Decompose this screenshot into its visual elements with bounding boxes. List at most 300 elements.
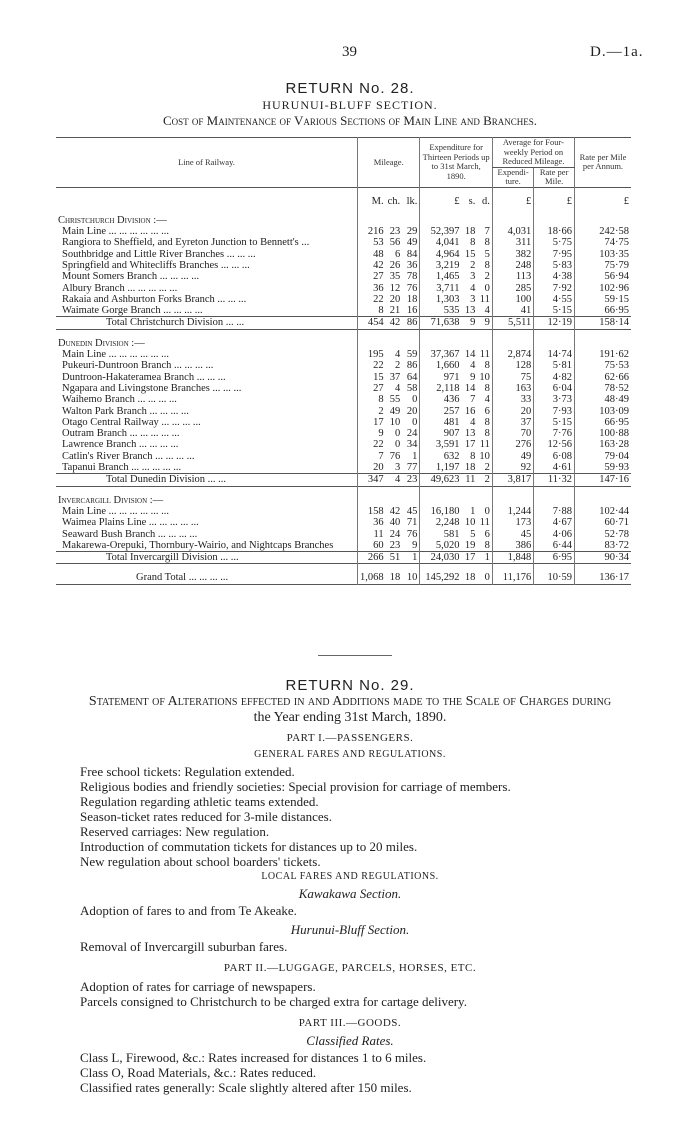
cell-m: 27 <box>358 271 386 282</box>
cell-ae: 1,244 <box>492 506 533 517</box>
cell-ch: 23 <box>389 226 401 238</box>
cell-ar: 14·74 <box>534 349 575 360</box>
cell-ae: 276 <box>492 439 533 450</box>
cell-ch: 51 <box>389 552 401 564</box>
return-29-statement-line1: Statement of Alterations effected in and Additions made to the Scale of Charges during <box>88 694 612 709</box>
cell-d: 2 <box>484 271 490 283</box>
cell-ch: 6 <box>394 248 401 260</box>
cell-lk: 45 <box>406 505 418 517</box>
cell-ae: 75 <box>492 372 533 383</box>
division-total-row <box>56 474 631 486</box>
cell-lk: 18 <box>406 293 418 305</box>
row-label: Pukeuri-Duntroon Branch ... ... ... ... <box>62 360 214 372</box>
cell-s: 13 <box>464 428 476 440</box>
cell-l: 1,197 <box>420 462 462 474</box>
cell-s: 3 <box>470 293 476 305</box>
return-29-statement-line2: the Year ending 31st March, 1890. <box>253 710 447 725</box>
maintenance-table <box>56 137 631 585</box>
cell-lk: 76 <box>406 282 418 294</box>
row-label: Waimate Gorge Branch ... ... ... ... <box>62 305 203 317</box>
table-row <box>56 237 631 248</box>
row-label: Ngapara and Livingstone Branches ... ... ... <box>62 382 242 394</box>
cell-l: 4,041 <box>420 237 462 248</box>
cell-m: 195 <box>358 349 386 360</box>
cell-ae: 4,031 <box>492 226 533 237</box>
cell-s: 4 <box>470 282 476 294</box>
cell-ar: 4·61 <box>534 462 575 474</box>
table-row <box>56 540 631 552</box>
cell-ar: 5·81 <box>534 360 575 371</box>
cell-d: 10 <box>479 371 490 383</box>
table-row <box>56 294 631 305</box>
cell-lk: 29 <box>406 226 418 238</box>
cell-ch: 12 <box>389 282 401 294</box>
row-label: Rakaia and Ashburton Forks Branch ... ... ... <box>62 293 247 305</box>
cell-ar: 4·82 <box>534 372 575 383</box>
table-row <box>56 360 631 371</box>
cell-ae: 382 <box>492 249 533 260</box>
cell-lk: 16 <box>406 305 418 317</box>
cell-l: 37,367 <box>420 349 462 360</box>
cell-m: 11 <box>358 529 386 540</box>
part-3-item: Class O, Road Materials, &c.: Rates reduced. <box>80 1065 317 1080</box>
row-label: Total Dunedin Division ... ... <box>106 474 227 486</box>
cell-ar: 5·83 <box>534 260 575 271</box>
cell-ra: 163·28 <box>575 439 632 450</box>
cell-ra: 100·88 <box>575 428 632 439</box>
cell-d: 1 <box>484 552 490 564</box>
kawakawa-item: Adoption of fares to and from Te Akeake. <box>80 903 297 918</box>
cell-lk: 84 <box>406 248 418 260</box>
cell-m: 53 <box>358 237 386 248</box>
cell-l: 1,465 <box>420 271 462 282</box>
cell-ar: 3·73 <box>534 394 575 405</box>
units-row: M. ch. lk. £ s. d. £ £ £ <box>56 196 631 207</box>
cell-s: 11 <box>465 474 476 486</box>
cell-lk: 71 <box>406 517 418 529</box>
return-29-title: RETURN No. 29. <box>285 677 415 694</box>
cell-s: 18 <box>464 462 476 474</box>
cell-ae: 163 <box>492 383 533 394</box>
cell-s: 18 <box>464 226 476 238</box>
cell-ar: 7·93 <box>534 406 575 417</box>
cell-d: 8 <box>484 416 490 428</box>
row-label: Total Invercargill Division ... ... <box>106 552 239 564</box>
cell-ar: 4·38 <box>534 271 575 282</box>
cell-ch: 24 <box>389 528 401 540</box>
cell-s: 15 <box>464 248 476 260</box>
cell-s: 7 <box>470 394 476 406</box>
cell-ra: 66·95 <box>575 417 632 428</box>
cell-ar: 4·67 <box>534 517 575 528</box>
cell-s: 14 <box>464 382 476 394</box>
cell-ch: 56 <box>389 237 401 249</box>
cell-s: 8 <box>470 237 476 249</box>
cell-ra: 102·96 <box>575 283 632 294</box>
cell-ae: 33 <box>492 394 533 405</box>
cell-l: 907 <box>420 428 462 439</box>
header-expenditure: Expenditure for Thirteen Periods up to 31st March, 1890. <box>420 138 492 188</box>
cell-l: 5,020 <box>420 540 462 552</box>
cell-ae: 49 <box>492 451 533 462</box>
table-row <box>56 506 631 517</box>
cell-ar: 12·19 <box>534 317 575 329</box>
table-row <box>56 305 631 317</box>
cell-ae: 70 <box>492 428 533 439</box>
cell-ch: 23 <box>389 539 401 551</box>
cell-d: 6 <box>484 528 490 540</box>
cell-ra: 52·78 <box>575 529 632 540</box>
cell-m: 347 <box>358 474 386 486</box>
cell-m: 9 <box>358 428 386 439</box>
part-3-item: Classified rates generally: Scale slightly altered after 150 miles. <box>80 1080 412 1095</box>
row-label: Otago Central Railway ... ... ... ... <box>62 416 201 428</box>
cell-ra: 83·72 <box>575 540 632 552</box>
cell-ar: 5·15 <box>534 305 575 317</box>
row-label: Duntroon-Hakateramea Branch ... ... ... <box>62 371 226 383</box>
cell-ch: 2 <box>394 360 401 372</box>
cell-s: 19 <box>464 539 476 551</box>
cell-lk: 36 <box>406 259 418 271</box>
row-label: Albury Branch ... ... ... ... ... <box>62 282 178 294</box>
general-item: Regulation regarding athletic teams extended. <box>80 794 319 809</box>
cell-d: 4 <box>484 305 490 317</box>
cell-ra: 147·16 <box>575 474 632 486</box>
row-label: Tapanui Branch ... ... ... ... ... <box>62 462 182 474</box>
cell-ae: 128 <box>492 360 533 371</box>
cell-lk: 76 <box>406 528 418 540</box>
cell-m: 17 <box>358 417 386 428</box>
cell-ae: 41 <box>492 305 533 317</box>
cell-lk: 86 <box>406 317 418 329</box>
cell-s: 3 <box>470 271 476 283</box>
row-label: Total Christchurch Division ... ... <box>106 317 245 329</box>
cell-ch: 10 <box>389 416 401 428</box>
cell-ae: 311 <box>492 237 533 248</box>
spacer-row <box>56 486 631 495</box>
classified-rates-heading: Classified Rates. <box>306 1033 394 1048</box>
kawakawa-section-heading: Kawakawa Section. <box>298 886 402 901</box>
row-label: Rangiora to Sheffield, and Eyreton Junction to Bennett's ... <box>62 237 310 249</box>
cell-lk: 24 <box>406 428 418 440</box>
row-label: Catlin's River Branch ... ... ... ... <box>62 450 195 462</box>
row-label: Main Line ... ... ... ... ... ... <box>62 226 170 238</box>
cell-d: 7 <box>484 226 490 238</box>
return-28-subtitle: Cost of Maintenance of Various Sections of Main Line and Branches. <box>162 113 538 128</box>
cell-ch: 4 <box>394 474 401 486</box>
header-avg-expenditure: Expendi-ture. <box>492 167 533 187</box>
cell-m: 15 <box>358 372 386 383</box>
cell-d: 8 <box>484 237 490 249</box>
cell-s: 8 <box>470 450 476 462</box>
cell-m: 22 <box>358 439 386 450</box>
cell-ch: 49 <box>389 405 401 417</box>
cell-ra: 242·58 <box>575 226 632 237</box>
cell-ra: 66·95 <box>575 305 632 317</box>
general-item: Season-ticket rates reduced for 3-mile distances. <box>80 809 332 824</box>
cell-ch: 4 <box>394 382 401 394</box>
cell-m: 42 <box>358 260 386 271</box>
header-average: Average for Four-weekly Period on Reduced Mileage. <box>492 138 574 168</box>
row-label: Walton Park Branch ... ... ... ... <box>62 405 189 417</box>
page-number: 39 <box>342 44 357 60</box>
cell-ra: 75·79 <box>575 260 632 271</box>
general-item: Reserved carriages: New regulation. <box>80 824 270 839</box>
cell-l: 481 <box>420 417 462 428</box>
cell-ar: 7·76 <box>534 428 575 439</box>
cell-lk: 1 <box>412 450 418 462</box>
part-3-item: Class L, Firewood, &c.: Rates increased for distances 1 to 6 miles. <box>80 1050 427 1065</box>
cell-d: 2 <box>484 474 490 486</box>
row-label: Outram Branch ... ... ... ... ... <box>62 428 180 440</box>
cell-ch: 18 <box>389 572 401 584</box>
cell-lk: 34 <box>406 439 418 451</box>
cell-s: 9 <box>470 317 476 329</box>
cell-d: 8 <box>484 259 490 271</box>
cell-ch: 3 <box>394 462 401 474</box>
cell-l: 971 <box>420 372 462 383</box>
header-mileage: Mileage. <box>358 138 420 188</box>
cell-lk: 0 <box>412 416 418 428</box>
cell-ar: 18·66 <box>534 226 575 237</box>
cell-d: 0 <box>484 282 490 294</box>
cell-ch: 76 <box>389 450 401 462</box>
spacer-row <box>56 564 631 573</box>
cell-d: 8 <box>484 360 490 372</box>
cell-ar: 7·92 <box>534 283 575 294</box>
cell-ra: 136·17 <box>575 572 632 584</box>
cell-d: 2 <box>484 462 490 474</box>
cell-d: 9 <box>484 317 490 329</box>
row-label: Lawrence Branch ... ... ... ... <box>62 439 179 451</box>
cell-ra: 60·71 <box>575 517 632 528</box>
cell-m: 7 <box>358 451 386 462</box>
division-heading: Dunedin Division :— <box>58 337 145 349</box>
table-row <box>56 349 631 360</box>
part-1-heading: PART I.—PASSENGERS. <box>286 732 414 744</box>
division-heading-row <box>56 215 631 226</box>
cell-lk: 1 <box>412 552 418 564</box>
cell-l: 3,711 <box>420 283 462 294</box>
cell-ar: 6·95 <box>534 552 575 564</box>
cell-lk: 58 <box>406 382 418 394</box>
cell-d: 10 <box>479 450 490 462</box>
header-line: Line of Railway. <box>178 156 235 167</box>
cell-ar: 7·95 <box>534 249 575 260</box>
cell-l: 24,030 <box>420 552 462 564</box>
cell-ra: 78·52 <box>575 383 632 394</box>
general-item: Religious bodies and friendly societies: Special provision for carriage of members. <box>80 779 511 794</box>
cell-d: 0 <box>484 505 490 517</box>
cell-m: 216 <box>358 226 386 237</box>
part-2-item: Parcels consigned to Christchurch to be charged extra for cartage delivery. <box>80 994 467 1009</box>
cell-m: 36 <box>358 283 386 294</box>
cell-lk: 23 <box>406 474 418 486</box>
cell-l: 145,292 <box>420 572 462 584</box>
document-reference: D.—1a. <box>590 44 644 60</box>
cell-ch: 4 <box>394 349 401 361</box>
table-row <box>56 271 631 282</box>
cell-m: 36 <box>358 517 386 528</box>
section-divider <box>318 655 392 656</box>
cell-s: 9 <box>470 371 476 383</box>
row-label: Grand Total ... ... ... ... <box>136 572 229 584</box>
row-label: Mount Somers Branch ... ... ... ... <box>62 271 200 283</box>
division-heading: Invercargill Division :— <box>58 494 164 506</box>
cell-ch: 21 <box>389 305 401 317</box>
cell-ae: 92 <box>492 462 533 474</box>
cell-l: 52,397 <box>420 226 462 237</box>
row-label: Seaward Bush Branch ... ... ... ... <box>62 528 198 540</box>
cell-m: 158 <box>358 506 386 517</box>
cell-ar: 11·32 <box>534 474 575 486</box>
cell-l: 632 <box>420 451 462 462</box>
cell-ch: 35 <box>389 271 401 283</box>
cell-l: 2,248 <box>420 517 462 528</box>
row-label: Southbridge and Little River Branches ... ... ... <box>62 248 256 260</box>
cell-ae: 11,176 <box>492 572 533 584</box>
row-label: Waimea Plains Line ... ... ... ... ... <box>62 517 199 529</box>
cell-l: 1,660 <box>420 360 462 371</box>
row-label: Springfield and Whitecliffs Branches ... ... ... <box>62 259 250 271</box>
cell-ae: 100 <box>492 294 533 305</box>
cell-l: 3,219 <box>420 260 462 271</box>
cell-ar: 4·55 <box>534 294 575 305</box>
row-label: Makarewa-Orepuki, Thornbury-Wairio, and Nightcaps Branches <box>62 539 334 551</box>
cell-lk: 0 <box>412 394 418 406</box>
table-row <box>56 383 631 394</box>
cell-m: 20 <box>358 462 386 474</box>
table-row <box>56 462 631 474</box>
table-row <box>56 394 631 405</box>
cell-ra: 74·75 <box>575 237 632 248</box>
cell-l: 4,964 <box>420 249 462 260</box>
cell-ae: 45 <box>492 529 533 540</box>
table-row <box>56 260 631 271</box>
cell-s: 17 <box>464 552 476 564</box>
table-row <box>56 226 631 237</box>
cell-ae: 37 <box>492 417 533 428</box>
cell-lk: 59 <box>406 349 418 361</box>
cell-s: 1 <box>470 505 476 517</box>
cell-ra: 103·35 <box>575 249 632 260</box>
row-label: Waihemo Branch ... ... ... ... <box>62 394 177 406</box>
cell-ar: 10·59 <box>534 572 575 584</box>
cell-m: 1,068 <box>358 572 386 584</box>
spacer-row <box>56 329 631 338</box>
cell-ae: 285 <box>492 283 533 294</box>
division-heading-row <box>56 338 631 349</box>
part-2-item: Adoption of rates for carriage of newspapers. <box>80 979 316 994</box>
cell-s: 17 <box>464 439 476 451</box>
table-row <box>56 517 631 528</box>
cell-ra: 90·34 <box>575 552 632 564</box>
cell-d: 5 <box>484 248 490 260</box>
division-heading: Christchurch Division :— <box>58 214 167 226</box>
cell-ra: 158·14 <box>575 317 632 329</box>
cell-lk: 64 <box>406 371 418 383</box>
hurunui-section-heading: Hurunui-Bluff Section. <box>290 922 410 937</box>
table-row <box>56 406 631 417</box>
cell-ra: 102·44 <box>575 506 632 517</box>
table-row <box>56 417 631 428</box>
table-row <box>56 283 631 294</box>
part-3-heading: PART III.—GOODS. <box>298 1017 402 1029</box>
cell-l: 1,303 <box>420 294 462 305</box>
cell-ra: 79·04 <box>575 451 632 462</box>
cell-m: 60 <box>358 540 386 552</box>
cell-ra: 56·94 <box>575 271 632 282</box>
cell-ae: 248 <box>492 260 533 271</box>
table-row <box>56 439 631 450</box>
header-rate: Rate per Mile per Annum. <box>575 138 632 188</box>
cell-ae: 113 <box>492 271 533 282</box>
cell-d: 8 <box>484 428 490 440</box>
cell-m: 22 <box>358 294 386 305</box>
return-28-section: HURUNUI-BLUFF SECTION. <box>262 98 438 112</box>
cell-ae: 386 <box>492 540 533 552</box>
cell-ch: 26 <box>389 259 401 271</box>
part-2-heading: PART II.—LUGGAGE, PARCELS, HORSES, ETC. <box>223 962 477 974</box>
cell-lk: 78 <box>406 271 418 283</box>
table-row <box>56 428 631 439</box>
cell-d: 0 <box>484 572 490 584</box>
return-28-title: RETURN No. 28. <box>285 80 415 97</box>
cell-l: 535 <box>420 305 462 317</box>
cell-lk: 20 <box>406 405 418 417</box>
cell-l: 16,180 <box>420 506 462 517</box>
cell-m: 27 <box>358 383 386 394</box>
cell-m: 48 <box>358 249 386 260</box>
cell-s: 18 <box>464 572 476 584</box>
cell-l: 71,638 <box>420 317 462 329</box>
cell-ar: 5·15 <box>534 417 575 428</box>
cell-lk: 9 <box>412 539 418 551</box>
cell-s: 4 <box>470 416 476 428</box>
table-row <box>56 529 631 540</box>
cell-l: 581 <box>420 529 462 540</box>
cell-m: 8 <box>358 394 386 405</box>
spacer-row <box>56 207 631 215</box>
hurunui-item: Removal of Invercargill suburban fares. <box>80 939 288 954</box>
cell-ae: 1,848 <box>492 552 533 564</box>
table-row <box>56 249 631 260</box>
row-label: Main Line ... ... ... ... ... ... <box>62 505 170 517</box>
cell-s: 13 <box>464 305 476 317</box>
cell-d: 11 <box>479 517 490 529</box>
header-avg-rate: Rate per Mile. <box>534 167 575 187</box>
general-item: Free school tickets: Regulation extended. <box>80 764 295 779</box>
cell-ar: 6·08 <box>534 451 575 462</box>
cell-ch: 55 <box>389 394 401 406</box>
local-fares-heading: LOCAL FARES AND REGULATIONS. <box>261 871 439 882</box>
cell-lk: 77 <box>406 462 418 474</box>
division-heading-row <box>56 495 631 506</box>
cell-d: 8 <box>484 539 490 551</box>
cell-ar: 6·44 <box>534 540 575 552</box>
cell-s: 2 <box>470 259 476 271</box>
cell-d: 11 <box>479 349 490 361</box>
general-item: New regulation about school boarders' tickets. <box>80 854 321 869</box>
cell-s: 14 <box>464 349 476 361</box>
cell-ae: 3,817 <box>492 474 533 486</box>
cell-s: 5 <box>470 528 476 540</box>
cell-ae: 5,511 <box>492 317 533 329</box>
cell-d: 6 <box>484 405 490 417</box>
cell-ra: 48·49 <box>575 394 632 405</box>
cell-l: 2,118 <box>420 383 462 394</box>
cell-l: 436 <box>420 394 462 405</box>
